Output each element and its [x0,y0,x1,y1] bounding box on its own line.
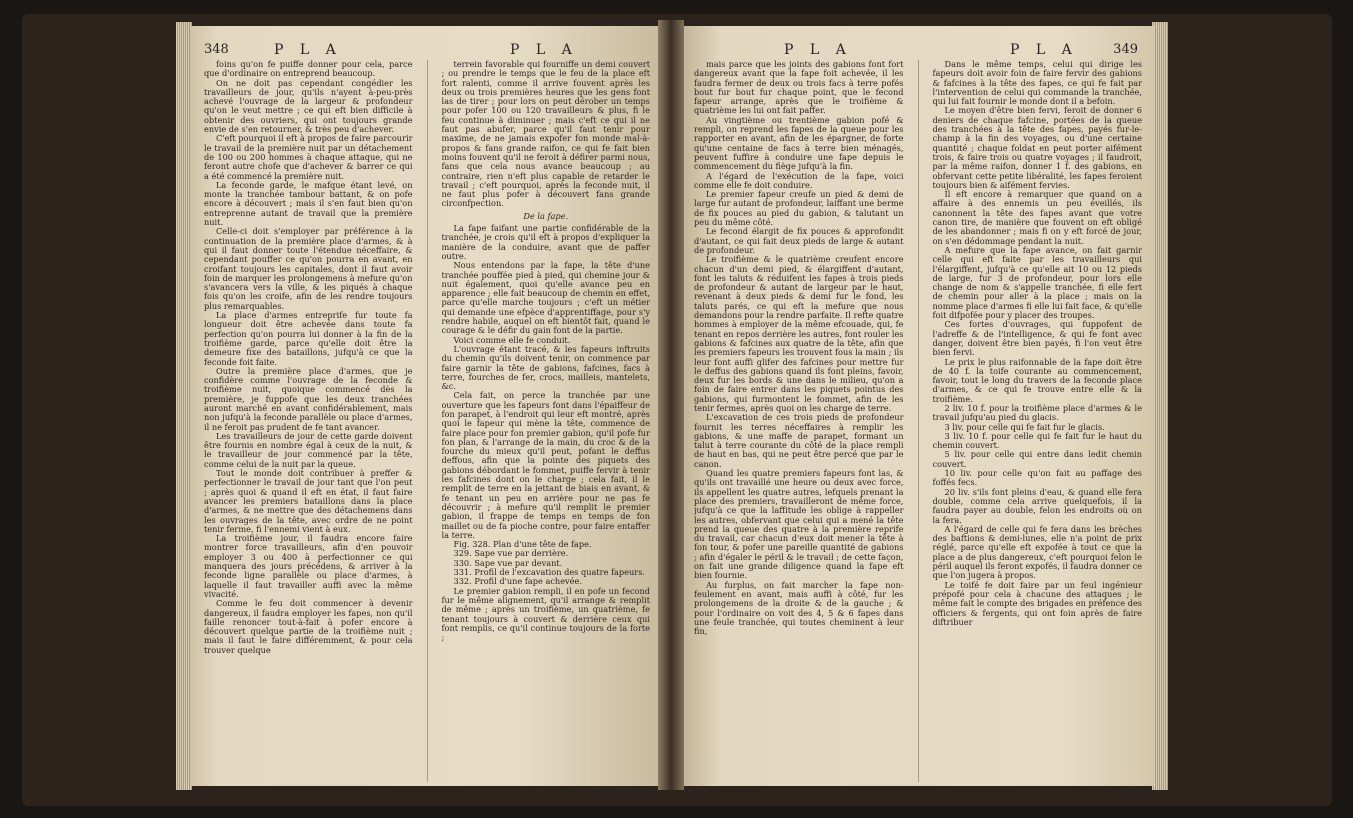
paragraph: A l'égard de celle qui fe fera dans les brèches des baftions & demi-lunes, elle n'a point de prix réglé, parce qu'elle eft expofée à tout ce que la place a de plus dangereux, c'eft pourquoi felon le péril auquel ils feront expofés, il faudra donner ce que l'on jugera à propos. [932,523,1142,581]
paragraph: Comme le feu doit commencer à devenir dangereux, il faudra employer les fapes, non qu'il faille renoncer tout-à-fait à pofer encore à découvert quelque partie de la troifième nuit ; mais il faut le faire différemment, & pour cela trouver quelque [204,598,413,655]
paragraph: Ces fortes d'ouvrages, qui fuppofent de l'adreffe & de l'intelligence, & qui fe font avec danger, doivent être bien payés, fi l'on veut être bien fervi. [932,319,1142,358]
book-gutter [658,20,684,790]
paragraph: La feconde garde, le mafque étant levé, on monte la tranchée tambour battant, & on pofe encore à découvert ; mais il s'en faut bien qu'on entreprenne autant de travail que la première nuit. [204,179,413,228]
right-page-column-2 [933,60,1143,782]
price-item: 10 liv. pour celle qu'on fait au paffage des foffés fecs. [932,468,1142,488]
paragraph: Le prix le plus raifonnable de la fape doit être de 40 f. la toife courante au commencement, favoir, tout le long du travers de la feconde place d'armes, & ce qui fe trouve entre elle & la troifième. [932,356,1142,404]
running-head: P L A [1010,42,1078,58]
paragraph: Cela fait, on perce la tranchée par une ouverture que les fapeurs font dans l'épaiffeur de fon parapet, à l'endroit qui leur eft montré, après quoi le fapeur qui mène la tête, commence de faire place pour fon premier gabion, qu'il pofe fur fon plan, & l'arrange de la main, du croc & de la fourche du mieux qu'il peut, pofant le deffus deffous, afin que la pointe des piquets des gabions débordant le fommet, puiffe fervir à tenir les fafcines dont on le charge ; cela fait, il le remplit de terre en la jettant de biais en avant, & fe tenant un peu en arrière pour ne pas fe découvrir ; à mefure qu'il remplit le premier gabion, il frappe de temps en temps de fon maillet ou de fa pioche contre, pour faire entaffer la terre. [441,390,650,540]
right-page [684,26,1154,786]
right-page-header [694,42,1142,60]
paragraph: Tout le monde doit contribuer à preffer & perfectionner le travail de jour tant que l'on peut ; après quoi & quand il eft en état, il faut faire avancer les premiers bataillons dans la place d'armes, & ne mettre que des détachemens dans les ouvrages de la tête, avec ordre de ne point tenir ferme, fi l'ennemi vient à eux. [204,468,413,534]
paragraph: Le moyen d'être bien fervi, feroit de donner 6 deniers de chaque fafcine, portées de la queue des tranchées à la tête des fapes, payés fur-le-champ à la fin des voyages, ou d'une certaine quantité ; chaque foldat en peut porter aifément trois, & faire trois ou quatre voyages ; il faudroit, par la même raifon, donner 1 f. des gabions, en obfervant cette petite libéralité, les fapes feroient toujours bien & aifément fervies. [932,105,1142,190]
paragraph: Les travailleurs de jour de cette garde doivent être fournis en nombre égal à ceux de la nuit, & le travailleur de jour commencé par la tête, comme celui de la nuit par la queue. [204,430,413,469]
paragraph: mais parce que les joints des gabions font fort dangereux avant que la fape foit achevée, il les faudra fermer de deux ou trois facs à terre pofés bout fur bout fur chaque point, que le fecond fapeur arrange, après que le troifième & quatrième les lui ont fait paffer. [694,60,904,116]
price-item: 3 liv. pour celle qui fe fait fur le glacis. [944,421,1105,432]
paragraph: La place d'armes entreprife fur toute fa longueur doit être achevée dans toute fa perfection qu'on pourra lui donner à la fin de la troifième garde, parce qu'elle doit être la demeure fixe des bataillons, jufqu'à ce que la feconde foit faite. [204,310,413,367]
figure-caption: 332. Profil d'une fape achevée. [453,576,582,587]
paragraph: Voici comme elle fe conduit. [453,334,571,345]
paragraph: L'ouvrage étant tracé, & les fapeurs inftruits du chemin qu'ils doivent tenir, on commence par faire garnir la tête de gabions, fafcines, facs à terre, fourches de fer, crocs, mailleis, mantelets, &c. [441,343,650,392]
paragraph: terrein favorable qui fourniffe un demi couvert ; ou prendre le temps que le feu de la place eft fort ralenti, comme il arrive fouvent après les deux ou trois premières heures que les gens font las de tirer ; pour lors on peut dérober un temps pour pofer 100 ou 120 travailleurs & plus, fi le feu continue à diminuer ; mais c'eft ce qui il ne faut pas abufer, parce qu'il faut tenir pour maxime, de ne jamais expofer fon monde mal-à-propos & fans grande raifon, ce qui fe fait bien moins fouvent qu'il ne feroit à défirer parmi nous, fans que cela nous avance beaucoup ; au contraire, rien n'eft plus capable de retarder le travail ; c'eft pourquoi, après la feconde nuit, il ne faut plus pofer à découvert fans grande circonfpection. [441,60,650,209]
paragraph: C'eft pourquoi il eft à propos de faire parcourir le travail de la première nuit par un détachement de 100 ou 200 hommes à chaque attaque, qui ne feront autre chofe que d'achever & barrer ce qui a été commencé la première nuit. [204,133,413,181]
left-page-header [204,42,650,60]
figure-caption: 329. Sape vue par derrière. [453,548,569,559]
left-page-column-1 [204,60,413,782]
paragraph: On ne doit pas cependant congédier les travailleurs de jour, qu'ils n'ayent à-peu-près achevé l'ouvrage de la largeur & profondeur qu'on le veut mettre ; ce qui eft bien difficile à obtenir des ouvriers, qui ont toujours grande envie de s'en retourner, & très peu d'achever. [204,77,413,135]
price-item: 2 liv. 10 f. pour la troifième place d'armes & le travail jufqu'au pied du glacis. [932,402,1142,423]
page-number: 348 [204,42,229,57]
figure-caption: Fig. 328. Plan d'une tête de fape. [453,539,592,550]
left-page [190,26,658,786]
running-head: P L A [510,42,578,58]
paragraph: Au furplus, on fait marcher la fape non-feulement en avant, mais auffi à côté, fur les prolongemens de la droite & de la gauche ; & pour l'ordinaire on voit des 4, 5 & 6 fapes dans une feule tranchée, qui toutes cheminent à leur fin, [694,579,904,637]
price-item: 5 liv. pour celle qui entre dans ledit chemin couvert. [932,449,1142,469]
paragraph: foins qu'on fe puiffe donner pour cela, parce que d'ordinaire on entreprend beaucoup. [204,60,413,79]
paragraph: Le troifième & le quatrième creufent encore chacun d'un demi pied, & élargiffent d'autant, font les taluts & réduifent les fapes à trois pieds de profondeur & autant de largeur par le haut, revenant à deux pieds & demi fur le fond, les taluts parés, ce qui eft la mefure que nous demandons pour la rendre parfaite. Il refte quatre hommes à employer de la même efcouade, qui, fe tenant en repos derrière les autres, font rouler les gabions & fafcines aux quatre de la tête, afin que les premiers fapeurs les trouvent fous la main ; ils leur font auffi glifer des fafcines pour mettre fur le deffus des gabions quand ils font pleins, favoir, deux fur les bords & une dans le milieu, qu'on a foin de faire entrer dans les piquets pointus des gabions, qui furmontent le fommet, afin de les tenir fermes, après quoi on les charge de terre. [694,254,904,413]
price-item: 3 liv. 10 f. pour celle qui fe fait fur le haut du chemin couvert. [932,430,1142,451]
paragraph: Le premier fapeur creufe un pied & demi de large fur autant de profondeur, laiffant une berme de fix pouces au pied du gabion, & talutant un peu du même côté. [694,189,904,228]
left-page-column-2 [442,60,651,782]
paragraph: Celle-ci doit s'employer par préférence à la continuation de la première place d'armes, & à qui il faut donner toute l'étendue néceffaire, & cependant pouffer ce qu'on pourra en avant, en croifant toujours les capitales, dont il faut avoir foin de marquer les prolongemens à mefure qu'on s'avancera vers la ville, & les piqués à chaque fois qu'on les croife, afin de les rendre toujours plus remarquables. [204,226,413,311]
right-page-edges [1152,22,1168,790]
paragraph: Nous entendons par la fape, la tête d'une tranchée pouffée pied à pied, qui chemine jour & nuit également, quoi qu'elle avance peu en apparence ; elle fait beaucoup de chemin en effet, parce qu'elle marche toujours ; c'eft un métier qui demande une efpèce d'apprentiffage, pour s'y rendre habile, auquel on eft bientôt fait, quand le courage & le défir du gain font de la partie. [441,260,650,336]
paragraph: Au vingtième ou trentième gabion pofé & rempli, on reprend les fapes de la queue pour les rapporter en avant, afin de les épargner, de forte qu'une centaine de facs à terre bien ménagés, peuvent fuffire à conduire une fape depuis le commencement du fiège jufqu'à la fin. [694,114,904,172]
running-head: P L A [784,42,852,58]
paragraph: L'excavation de ces trois pieds de profondeur fournit les terres néceffaires à remplir les gabions, & une maffe de parapet, formant un talut à terre courante du côté de la place rempli de haut en bas, qui ne peut être percé que par le canon. [694,412,904,469]
paragraph: Le fecond élargit de fix pouces & approfondit d'autant, ce qui fait deux pieds de large & autant de profondeur. [694,226,904,255]
paragraph: Le premier gabion rempli, il en pofe un fecond fur le même alignement, qu'il arrange & remplit de même ; après un troifième, un quatrième, fe tenant toujours à couvert & derrière ceux qui font remplis, ce qu'il continue toujours de la forte ; [441,585,650,643]
paragraph: La fape faifant une partie confidérable de la tranchée, je crois qu'il eft à propos d'expliquer la manière de la conduire, avant que de paffer outre. [441,223,650,261]
paragraph: Le toifé fe doit faire par un feul ingénieur prépofé pour cela à chacune des attaques ; le même fait le compte des brigades en préfence des officiers & fergents, qui ont foin après de faire diftribuer [932,579,1142,627]
paragraph: La troifième jour, il faudra encore faire montrer force travailleurs, afin d'en pouvoir employer 3 ou 400 à perfectionner ce qui manquera des jours précédens, & arriver à la feconde ligne parallèle ou place d'armes, à laquelle il faut travailler auffi avec la même vivacité. [204,533,413,599]
running-head: P L A [274,42,342,58]
page-number: 349 [1113,42,1138,57]
price-item: 20 liv. s'ils font pleins d'eau, & quand elle fera double, comme cela arrive quelquefois, il la faudra payer au double, felon les endroits où on la fera. [932,486,1142,525]
section-heading: De la fape. [523,210,569,221]
paragraph: Dans le même temps, celui qui dirige les fapeurs doit avoir foin de faire fervir des gabions & fafcines à la tête des fapes, ce qui fe fait par l'intervention de celui qui commande la tranchée, qui lui fait fournir le monde dont il a befoin. [932,60,1142,107]
paragraph: A l'égard de l'exécution de la fape, voici comme elle fe doit conduire. [694,170,904,190]
figure-caption: 330. Sape vue par devant. [453,557,563,568]
paragraph: Outre la première place d'armes, que je confidère comme l'ouvrage de la feconde & troifième nuit, quoique commencé dès la première, je fuppofe que les deux tranchées auront marché en avant confidérablement, mais non jufqu'à la feconde parallèle ou place d'armes, il ne feroit pas prudent de fe tant avancer. [204,365,413,432]
right-page-column-1 [694,60,904,782]
paragraph: A mefure que la fape avance, on fait garnir celle qui eft faite par les travailleurs qui l'élargiffent, jufqu'à ce qu'elle ait 10 ou 12 pieds de large, fur 3 de profondeur, pour lors elle change de nom & s'appelle tranchée, fi elle fert de chemin pour aller à la place ; mais on la nomme place d'armes fi elle lui fait face, & qu'elle foit difpofée pour y placer des troupes. [932,244,1142,321]
paragraph: Quand les quatre premiers fapeurs font las, & qu'ils ont travaillé une heure ou deux avec force, ils appellent les quatre autres, lefquels prenant la place des premiers, travailleront de même force, jufqu'à ce que la laffitude les oblige à rappeller les autres, obfervant que celui qui a mené la tête prend la queue des quatre à la première reprife du travail, car chacun d'eux doit mener la tête à fon tour, & pofer une pareille quantité de gabions ; afin d'égaler le péril & le travail ; de cette façon, on fait une grande diligence quand la fape eft bien fournie. [694,468,904,581]
figure-caption: 331. Profil de l'excavation des quatre fapeurs. [453,567,646,578]
column-rule [427,60,428,782]
column-rule [918,60,919,782]
paragraph: Il eft encore à remarquer que quand on a affaire à des ennemis un peu éveillés, ils canonnent la tête des fapes avant que votre canon tire, de manière que fouvent on eft obligé de les abandonner ; mais fi on y eft forcé de jour, on s'en dédommage pendant la nuit. [932,189,1142,246]
